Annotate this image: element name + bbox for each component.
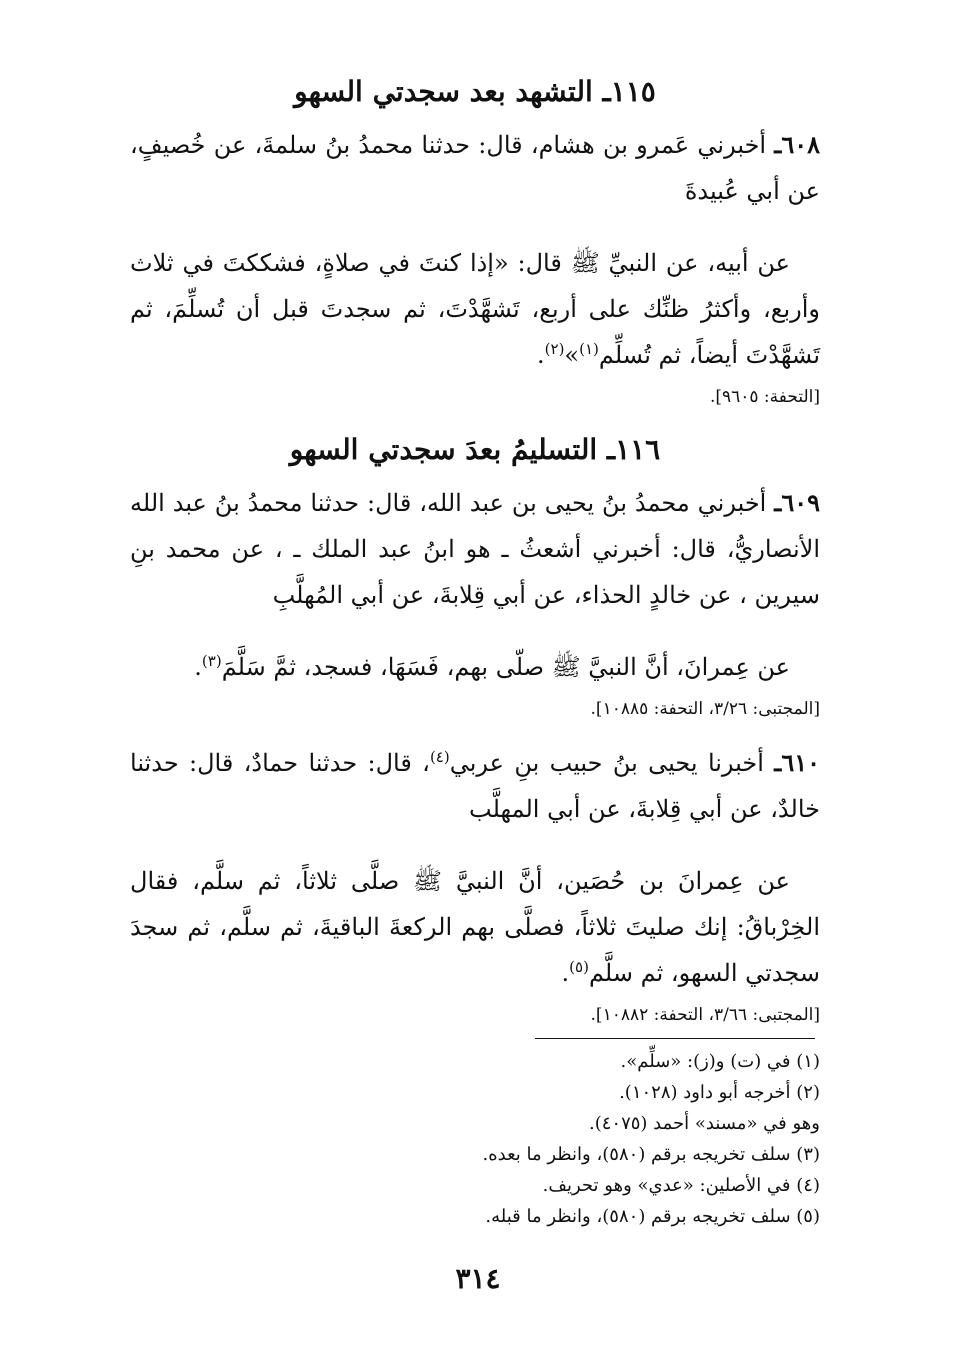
hadith-608-sanad [130,122,820,214]
hadith-sanad-text: أخبرنا يحيى بنُ حبيب بنِ عربي [449,749,764,777]
hadith-number: ٦١٠ـ [774,748,820,777]
hadith-number: ٦٠٨ـ [774,130,820,159]
hadith-610-sanad [130,740,820,832]
footnote-2: (٢) أخرجه أبو داود (١٠٢٨). [619,1082,820,1103]
hadith-sanad-text: أخبرني محمدُ بنُ يحيى بن عبد الله، قال: حدثنا محمدُ بنُ عبد الله الأنصاريُّ، قال: أخبرني أشعثُ ـ هو ابنُ عبد الملك ـ ، عن محمد بنِ سيرين ، عن خالدٍ الحذاء، عن أبي قِلابةَ، عن أبي المُهلَّبِ [130,489,820,609]
page-body [130,70,820,1046]
hadith-matn-text: عن أبيه، عن النبيِّ ﷺ قال: «إذا كنتَ في صلاةٍ، فشككتَ في ثلاث وأربع، وأكثرُ ظنِّك على أربع، تَشهَّدْتَ، ثم سجدتَ قبل أن تُسلِّمَ، ثم تَشهَّدْتَ أيضاً، ثم تُسلِّم [130,249,820,369]
footnotes [380,1046,820,1232]
footnote-4: (٤) في الأصلين: «عدي» وهو تحريف. [542,1175,820,1196]
hadith-610-matn [130,858,820,996]
page-number: ٣١٤ [455,1262,501,1295]
hadith-sanad-text: أخبرني عَمرو بن هشام، قال: حدثنا محمدُ بنُ سلمةَ، عن خُصيفٍ، عن أبي عُبيدةَ [130,131,820,205]
footnote-3: (٣) سلف تخريجه برقم (٥٨٠)، وانظر ما بعده. [482,1144,820,1165]
footnote-mark: (١) [579,340,599,358]
hadith-608-reference: [التحفة: ٩٦٠٥]. [709,387,820,407]
footnote-mark: (٢) [544,340,565,358]
footnote-mark: (٣) [201,652,222,670]
hadith-609-reference: [المجتبى: ٣/٢٦، التحفة: ١٠٨٨٥]. [590,699,820,719]
hadith-609-matn [130,644,820,690]
period: . [194,653,202,681]
footnote-mark: (٤) [429,748,450,766]
hadith-number: ٦٠٩ـ [774,488,820,517]
quote-close: » [564,341,580,369]
hadith-sanad-rest: ، قال: حدثنا حمادٌ، قال: حدثنا خالدٌ، عن أبي قِلابةَ، عن أبي المهلَّب [130,749,820,823]
footnote-1: (١) في (ت) و(ز): «سلِّم». [620,1051,820,1072]
chapter-title-116: ١١٦ـ التسليمُ بعدَ سجدتي السهو [289,433,661,466]
period: . [561,959,570,987]
footnote-5: (٥) سلف تخريجه برقم (٥٨٠)، وانظر ما قبله. [485,1206,820,1227]
period: . [537,341,545,369]
footnote-divider [535,1038,815,1039]
hadith-matn-text: عن عِمرانَ بن حُصَين، أنَّ النبيَّ ﷺ صلَّى ثلاثاً، ثم سلَّم، فقال الخِرْباقُ: إنك صليتَ ثلاثاً، فصلَّى بهم الركعةَ الباقيةَ، ثم سلَّم، ثم سجدَ سجدتي السهو، ثم سلَّم [130,867,820,987]
footnote-mark: (٥) [569,958,589,976]
hadith-608-matn [130,240,820,378]
chapter-title-115: ١١٥ـ التشهد بعد سجدتي السهو [294,75,656,108]
hadith-610-reference: [المجتبى: ٣/٦٦، التحفة: ١٠٨٨٢]. [590,1005,820,1025]
hadith-matn-text: عن عِمرانَ، أنَّ النبيَّ ﷺ صلّى بهم، فَسَهَا، فسجد، ثمَّ سَلَّمَ [221,653,790,681]
footnote-2-continued: وهو في «مسند» أحمد (٤٠٧٥). [588,1113,820,1134]
hadith-609-sanad [130,480,820,618]
